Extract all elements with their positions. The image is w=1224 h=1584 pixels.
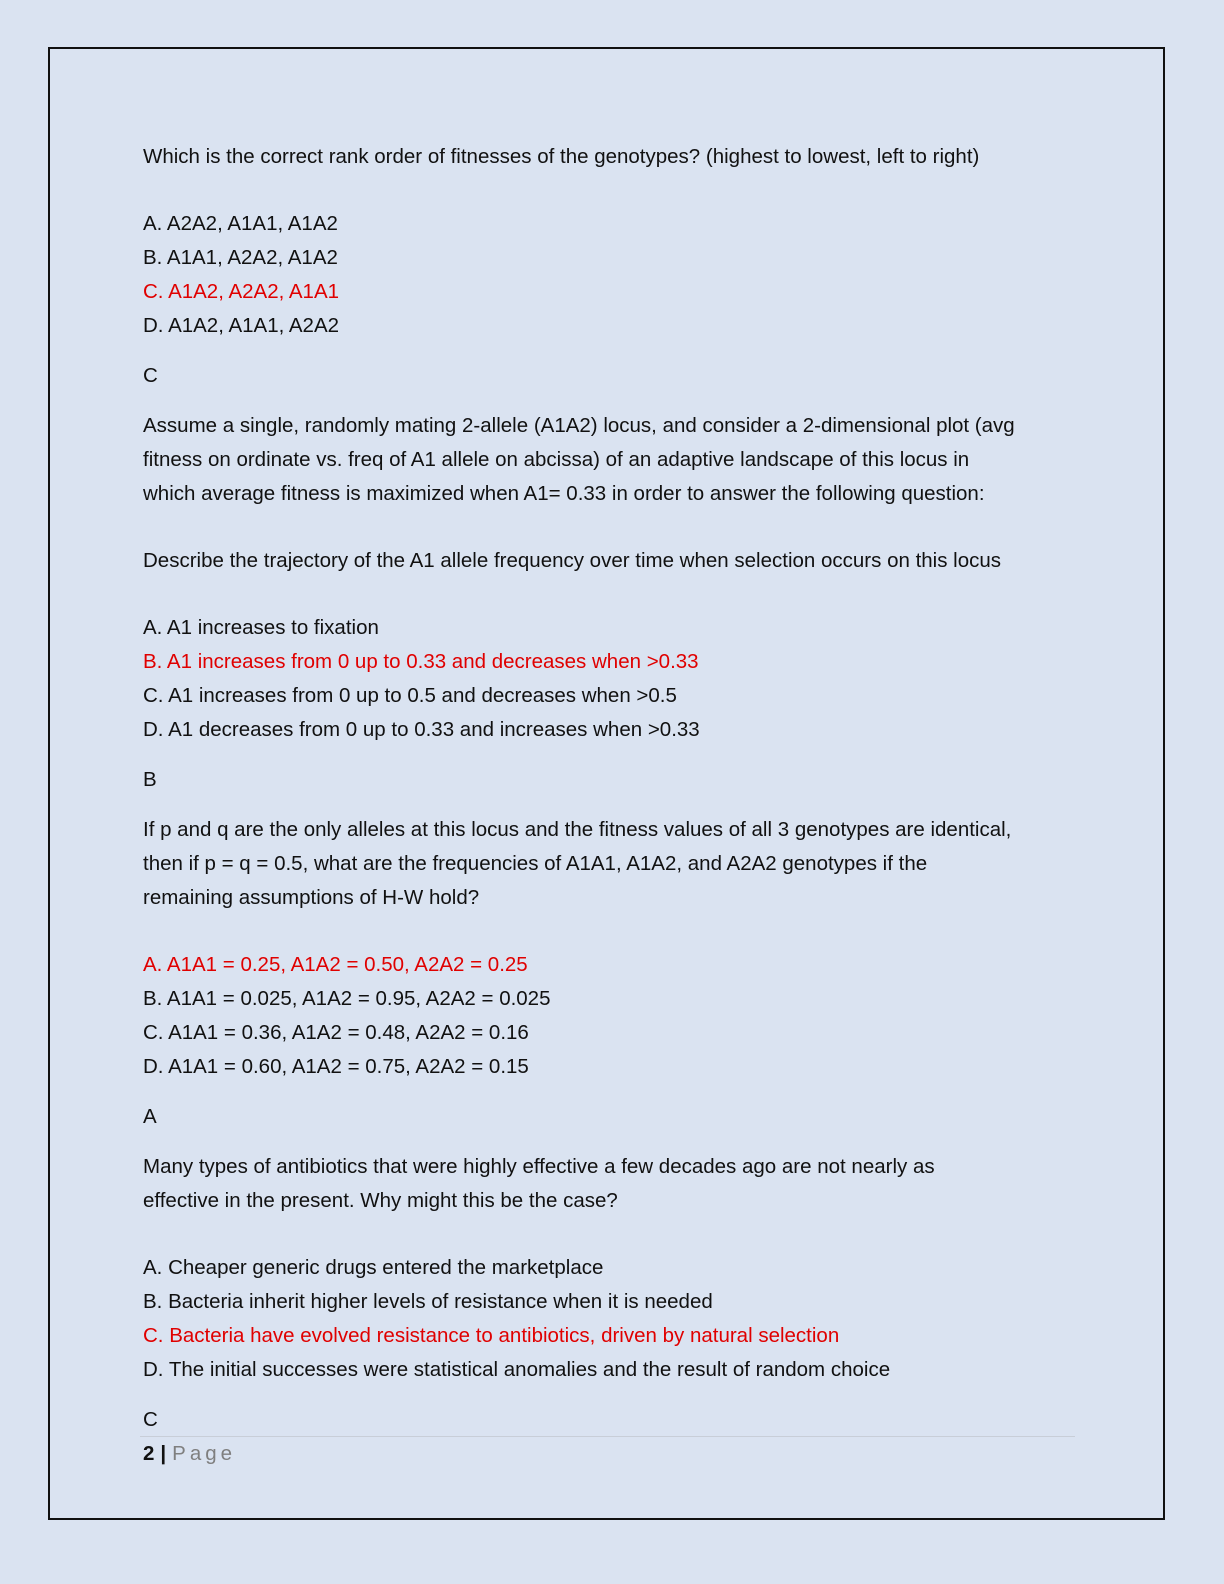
page-number: 2 [143,1442,155,1465]
footer-separator: | [160,1442,167,1465]
question-3-option-a-correct: A. A1A1 = 0.25, A1A2 = 0.50, A2A2 = 0.25 [143,953,528,976]
question-1-answer: C [143,364,158,387]
question-1-stem-line-1: Which is the correct rank order of fitnesses of the genotypes? (highest to lowest, left to right) [143,145,980,168]
question-1-option-c-correct: C. A1A2, A2A2, A1A1 [143,280,340,303]
question-3-option-b: B. A1A1 = 0.025, A1A2 = 0.95, A2A2 = 0.025 [143,987,551,1010]
question-2-answer: B [143,768,157,791]
question-3-answer: A [143,1105,157,1128]
footer-divider [140,1436,1075,1437]
question-3-stem-line-3: remaining assumptions of H-W hold? [143,886,480,909]
question-1-option-a: A. A2A2, A1A1, A1A2 [143,212,338,235]
question-4-option-d: D. The initial successes were statistical anomalies and the result of random choice [143,1358,891,1381]
question-4-stem-line-2: effective in the present. Why might this be the case? [143,1189,618,1212]
question-2-option-d: D. A1 decreases from 0 up to 0.33 and increases when >0.33 [143,718,700,741]
question-2-stem-line-3: which average fitness is maximized when A1= 0.33 in order to answer the following question: [143,482,985,505]
question-3-option-d: D. A1A1 = 0.60, A1A2 = 0.75, A2A2 = 0.15 [143,1055,529,1078]
question-4-option-a: A. Cheaper generic drugs entered the marketplace [143,1256,604,1279]
question-2-option-b-correct: B. A1 increases from 0 up to 0.33 and decreases when >0.33 [143,650,699,673]
question-4-option-b: B. Bacteria inherit higher levels of resistance when it is needed [143,1290,713,1313]
question-2-option-a: A. A1 increases to fixation [143,616,379,639]
question-4-answer: C [143,1408,158,1431]
page-label: Page [172,1442,237,1465]
question-3-stem-line-2: then if p = q = 0.5, what are the frequencies of A1A1, A1A2, and A2A2 genotypes if the [143,852,928,875]
question-2-option-c: C. A1 increases from 0 up to 0.5 and decreases when >0.5 [143,684,677,707]
question-1-option-d: D. A1A2, A1A1, A2A2 [143,314,340,337]
page-footer [143,1438,236,1470]
question-3-option-c: C. A1A1 = 0.36, A1A2 = 0.48, A2A2 = 0.16 [143,1021,529,1044]
question-3-stem-line-1: If p and q are the only alleles at this locus and the fitness values of all 3 genotypes are identical, [143,818,1012,841]
question-2-prompt: Describe the trajectory of the A1 allele frequency over time when selection occurs on this locus [143,549,1002,572]
question-2-stem-line-2: fitness on ordinate vs. freq of A1 allele on abcissa) of an adaptive landscape of this locus in [143,448,970,471]
question-2-stem-line-1: Assume a single, randomly mating 2-allele (A1A2) locus, and consider a 2-dimensional plot (avg [143,414,1015,437]
question-4-stem-line-1: Many types of antibiotics that were highly effective a few decades ago are not nearly as [143,1155,935,1178]
question-4-option-c-correct: C. Bacteria have evolved resistance to antibiotics, driven by natural selection [143,1324,840,1347]
document-body [143,140,1083,1437]
question-1-option-b: B. A1A1, A2A2, A1A2 [143,246,338,269]
